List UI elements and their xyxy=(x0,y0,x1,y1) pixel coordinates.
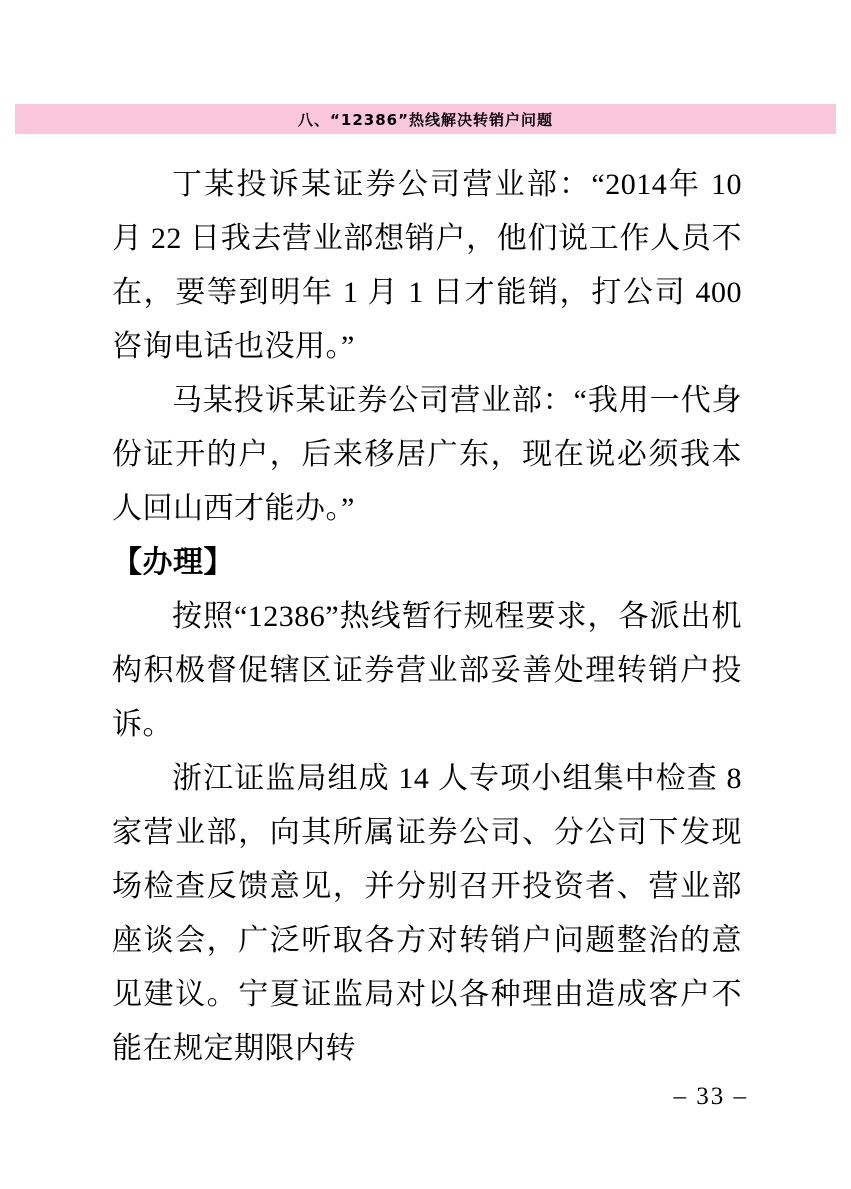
paragraph-handling-zhejiang: 浙江证监局组成 14 人专项小组集中检查 8 家营业部，向其所属证券公司、分公司下发现场检查反馈意见，并分别召开投资者、营业部座谈会，广泛听取各方对转销户问题整治的意见建议。宁夏证监局对以各种理由造成客户不能在规定期限内转 xyxy=(112,762,742,1065)
paragraph-complaint-ding: 丁某投诉某证券公司营业部：“2014年 10 月 22 日我去营业部想销户，他们说工作人员不在，要等到明年 1 月 1 日才能销，打公司 400 咨询电话也没用。” xyxy=(112,168,742,363)
paragraph-handling-general: 按照“12386”热线暂行规程要求，各派出机构积极督促辖区证券营业部妥善处理转销户投诉。 xyxy=(112,600,742,741)
section-heading-handling: 【办理】 xyxy=(112,545,234,580)
chapter-title: 八、“12386”热线解决转销户问题 xyxy=(298,110,553,129)
paragraph-complaint-ma: 马某投诉某证券公司营业部：“我用一代身份证开的户，后来移居广东，现在说必须我本人回山西才能办。” xyxy=(112,384,742,525)
page-number: – 33 – xyxy=(673,1083,748,1110)
page-content xyxy=(112,158,742,1076)
chapter-header-band xyxy=(15,104,836,134)
